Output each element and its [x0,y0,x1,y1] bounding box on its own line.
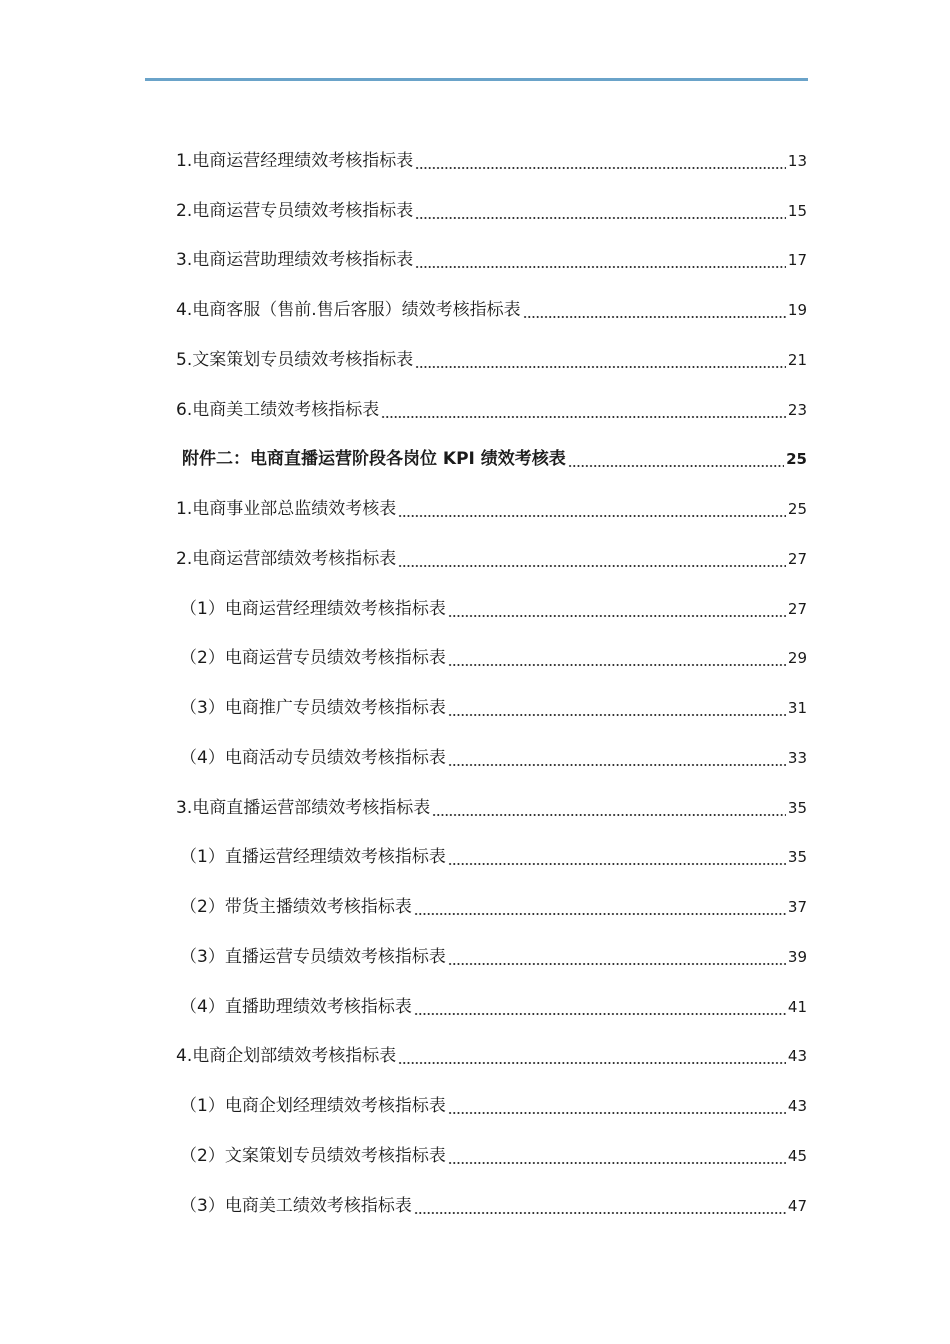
toc-entry-title: （1）直播运营经理绩效考核指标表 [180,847,446,868]
toc-entry-title: 4.电商客服（售前.售后客服）绩效考核指标表 [176,300,521,321]
toc-entry-title: （2）电商运营专员绩效考核指标表 [180,648,446,669]
toc-entry-page: 43 [787,1097,807,1116]
dot-leader [432,794,786,822]
dot-leader [414,993,786,1021]
toc-entry[interactable] [0,733,950,783]
toc-entry[interactable] [0,882,950,932]
toc-entry[interactable] [0,683,950,733]
toc-entry[interactable] [0,186,950,236]
dot-leader [448,843,786,871]
dot-leader [568,445,784,473]
toc-entry-title: （1）电商运营经理绩效考核指标表 [180,598,446,619]
toc-entry-page: 27 [787,549,807,568]
toc-entry-title: 1.电商运营经理绩效考核指标表 [176,150,414,171]
table-of-contents [0,136,950,1231]
toc-entry-title: 3.电商运营助理绩效考核指标表 [176,250,414,271]
toc-entry-page: 21 [787,350,807,369]
dot-leader [448,644,786,672]
toc-entry[interactable] [0,385,950,435]
toc-entry[interactable] [0,484,950,534]
toc-entry-title: （3）电商推广专员绩效考核指标表 [180,698,446,719]
dot-leader [523,296,786,324]
toc-entry-title: 2.电商运营专员绩效考核指标表 [176,200,414,221]
dot-leader [414,1192,786,1220]
toc-entry[interactable] [0,534,950,584]
toc-entry-page: 35 [787,798,807,817]
toc-entry-page: 13 [787,151,807,170]
toc-entry-page: 37 [787,898,807,917]
toc-entry-page: 25 [787,500,807,519]
dot-leader [448,1142,786,1170]
toc-entry[interactable] [0,335,950,385]
toc-entry-title: 1.电商事业部总监绩效考核表 [176,499,397,520]
toc-entry-title: （2）带货主播绩效考核指标表 [180,897,412,918]
dot-leader [415,246,786,274]
header-rule [145,78,808,81]
toc-section-heading[interactable] [0,435,950,485]
toc-entry[interactable] [0,1032,950,1082]
dot-leader [398,545,786,573]
toc-entry-title: （3）电商美工绩效考核指标表 [180,1195,412,1216]
toc-entry-page: 47 [787,1196,807,1215]
toc-entry[interactable] [0,932,950,982]
toc-entry-page: 27 [787,599,807,618]
toc-entry-title: 5.文案策划专员绩效考核指标表 [176,349,414,370]
dot-leader [448,744,786,772]
toc-entry-title: （4）直播助理绩效考核指标表 [180,996,412,1017]
toc-entry-title: 3.电商直播运营部绩效考核指标表 [176,797,431,818]
toc-entry[interactable] [0,833,950,883]
toc-entry-title: 4.电商企划部绩效考核指标表 [176,1046,397,1067]
toc-entry-page: 41 [787,997,807,1016]
dot-leader [415,346,786,374]
toc-entry[interactable] [0,982,950,1032]
toc-entry-title: 2.电商运营部绩效考核指标表 [176,548,397,569]
toc-entry[interactable] [0,1181,950,1231]
toc-entry[interactable] [0,634,950,684]
toc-entry-title: 附件二：电商直播运营阶段各岗位 KPI 绩效考核表 [182,449,566,470]
toc-entry[interactable] [0,783,950,833]
toc-entry[interactable] [0,236,950,286]
toc-entry-page: 15 [787,201,807,220]
toc-entry-title: 6.电商美工绩效考核指标表 [176,399,380,420]
toc-entry[interactable] [0,136,950,186]
toc-entry-title: （3）直播运营专员绩效考核指标表 [180,946,446,967]
toc-entry-page: 25 [786,450,807,469]
toc-entry[interactable] [0,1081,950,1131]
toc-entry-page: 31 [787,699,807,718]
toc-entry-page: 19 [787,301,807,320]
toc-entry[interactable] [0,1131,950,1181]
toc-entry-page: 35 [787,848,807,867]
toc-entry[interactable] [0,285,950,335]
toc-entry-page: 45 [787,1146,807,1165]
dot-leader [381,396,786,424]
dot-leader [415,197,786,225]
toc-entry-title: （2）文案策划专员绩效考核指标表 [180,1145,446,1166]
toc-entry[interactable] [0,584,950,634]
dot-leader [398,1042,786,1070]
dot-leader [415,147,786,175]
toc-entry-title: （1）电商企划经理绩效考核指标表 [180,1096,446,1117]
dot-leader [398,495,786,523]
dot-leader [448,694,786,722]
toc-entry-page: 29 [787,649,807,668]
toc-entry-title: （4）电商活动专员绩效考核指标表 [180,747,446,768]
toc-entry-page: 17 [787,251,807,270]
toc-entry-page: 33 [787,748,807,767]
dot-leader [414,893,786,921]
toc-entry-page: 23 [787,400,807,419]
toc-entry-page: 39 [787,947,807,966]
toc-entry-page: 43 [787,1047,807,1066]
dot-leader [448,943,786,971]
dot-leader [448,595,786,623]
dot-leader [448,1092,786,1120]
